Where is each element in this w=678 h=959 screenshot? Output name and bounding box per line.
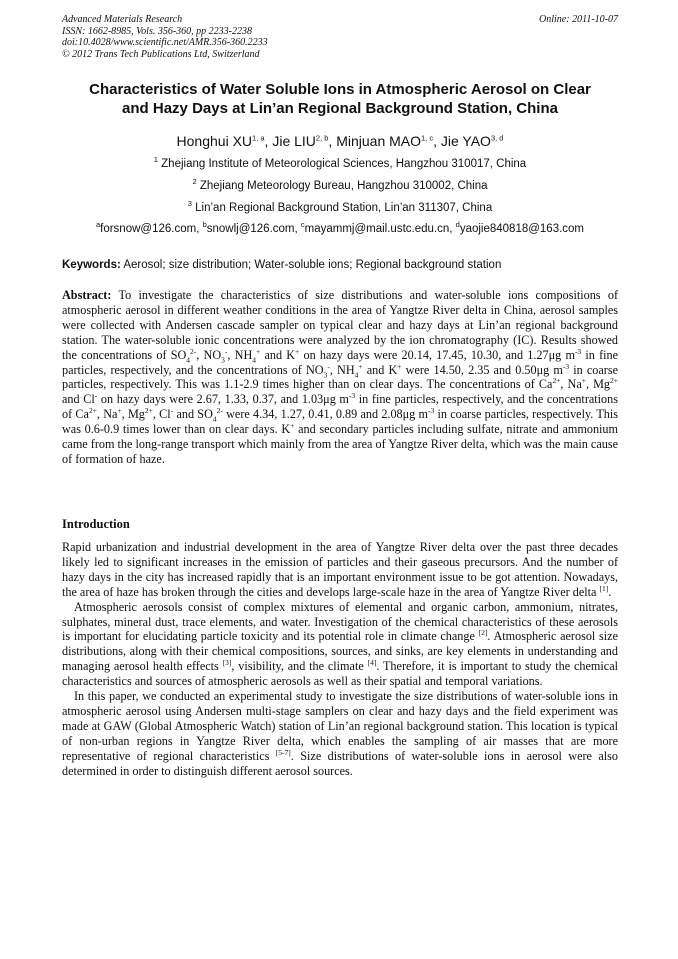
citation-ref[interactable]: [4] xyxy=(367,658,377,668)
paper-title xyxy=(62,80,618,118)
author-name: Minjuan MAO xyxy=(336,133,422,149)
email-list: $^a$forsnow@126.com, $^b$snowlj@126.com, $^c$mayammj@mail.ustc.edu.cn, $^d$yaojie840818@163.com xyxy=(95,220,585,235)
email-address[interactable]: snowlj@126.com xyxy=(206,223,295,235)
affiliation-2 xyxy=(62,179,618,193)
abstract-paragraph: Abstract: To investigate the characteristics of size distributions and water-soluble ions compositions of atmospheric aerosol in different weather conditions in the area of Yangtze River delta in China, aerosol samples were collected with Andersen cascade sampler on typical clear and hazy days at Lin’an regional background station. The water-soluble ionic concentrations were analyzed by the ion chromatography (IC). Results showed the concentrations of $SO_4^{2-}$, $NO_3^-$, $NH_4^+$ and K+ on hazy days were 20.14, 17.45, 10.30, and 1.27μg $m^{-3}$ in fine particles, respectively, and the concentrations of $NO_3^-$, $NH_4^+$ and K+ were 14.50, 2.35 and 0.50μg $m^{-3}$ in coarse particles, respectively. This was 1.1-2.9 times higher than on clear days. The concentrations of $Ca^{2+}$, Na+, $Mg^{2+}$ and Cl- on hazy days were 2.67, 1.33, 0.37, and 1.03μg $m^{-3}$ in fine particles, respectively, and the concentrations of $Ca^{2+}$, Na+, $Mg^{2+}$, Cl- and $SO_4^{2-}$ were 4.34, 1.27, 0.41, 0.89 and 2.08μg $m^{-3}$ in coarse particles, respectively. This was 0.6-0.9 times lower than on clear days. K+ and secondary particles including sulfate, nitrate and ammonium came from the long-range transport which mainly from the area of Yangtze River delta, which was the main cause of formation of haze. xyxy=(62,288,619,466)
citation-ref[interactable]: [5-7] xyxy=(275,747,291,757)
introduction-body xyxy=(62,540,618,779)
introduction-heading: Introduction xyxy=(62,517,130,531)
author-name: Jie YAO xyxy=(440,133,491,149)
author-name: Honghui XU xyxy=(176,133,253,149)
keywords-text: Aerosol; size distribution; Water-soluble ions; Regional background station xyxy=(120,259,502,271)
abstract-label: Abstract: xyxy=(62,288,112,302)
affiliation-1 xyxy=(62,157,618,171)
citation-ref[interactable]: [3] xyxy=(222,658,232,668)
author-sup: 3, d xyxy=(490,133,504,143)
email-address[interactable]: mayammj@mail.ustc.edu.cn xyxy=(304,223,450,235)
author-sup: 1, a xyxy=(252,133,265,143)
affiliation-num: 1 xyxy=(153,155,158,165)
email-address[interactable]: yaojie840818@163.com xyxy=(459,223,585,235)
citation-ref[interactable]: [2] xyxy=(478,628,488,638)
affiliation-3 xyxy=(62,201,618,215)
email-sup: a xyxy=(95,220,101,230)
affiliation-num: 3 xyxy=(187,199,192,209)
journal-header xyxy=(62,14,618,60)
journal-name: Advanced Materials Research xyxy=(62,14,183,25)
author-sup: 2, b xyxy=(315,133,329,143)
copyright-line: © 2012 Trans Tech Publications Ltd, Switzerland xyxy=(62,48,260,60)
keywords xyxy=(62,258,618,272)
abstract xyxy=(62,288,618,467)
email-address[interactable]: forsnow@126.com xyxy=(100,223,197,235)
author-sup: 1, c xyxy=(421,133,434,143)
affiliation-text: Lin’an Regional Background Station, Lin’an 311307, China xyxy=(195,202,493,214)
title-line-2: and Hazy Days at Lin’an Regional Background Station, China xyxy=(122,100,558,117)
affiliation-num: 2 xyxy=(192,177,197,187)
doi-line: doi:10.4028/www.scientific.net/AMR.356-360.2233 xyxy=(62,37,268,48)
email-sup: d xyxy=(455,220,460,230)
online-date: Online: 2011-10-07 xyxy=(539,14,618,25)
intro-paragraph-1: Rapid urbanization and industrial development in the area of Yangtze River delta over the past three decades likely led to significant increases in the emission of particles and their gaseous precursors. And the number of hazy days in the city has increased rapidly that is an important environment issue to be got attention. Nowadays, the area of haze has broken through the cities and develops large-scale haze in the area of Yangtze River delta [1]. xyxy=(62,540,618,599)
citation-ref[interactable]: [1] xyxy=(599,583,609,593)
keywords-label: Keywords: xyxy=(62,259,121,271)
intro-paragraph-2: Atmospheric aerosols consist of complex mixtures of elemental and organic carbon, ammonium, nitrates, sulphates, mineral dust, trace elements, and water. Investigation of the chemical characteristics of these aerosols is important for elucidating particle toxicity and its potential role in climate change [2]. Atmospheric aerosol size distributions, along with their chemical compositions, sources, and sinks, are key elements in understanding and managing aerosol health effects [3], visibility, and the climate [4]. Therefore, it is important to study the chemical characteristics and sources of atmospheric aerosols as well as their spatial and temporal variations. xyxy=(62,599,618,689)
affiliation-text: Zhejiang Meteorology Bureau, Hangzhou 310002, China xyxy=(199,180,488,192)
email-sup: c xyxy=(300,220,305,230)
affiliation-text: Zhejiang Institute of Meteorological Sciences, Hangzhou 310017, China xyxy=(161,158,527,170)
title-line-1: Characteristics of Water Soluble Ions in Atmospheric Aerosol on Clear xyxy=(89,81,591,98)
author-list: Honghui XU$^{1, a}$, Jie LIU$^{2, b}$, Minjuan MAO$^{1, c}$, Jie YAO$^{3, d}$ xyxy=(176,133,504,149)
author-name: Jie LIU xyxy=(272,133,316,149)
email-sup: b xyxy=(202,220,207,230)
intro-paragraph-3: In this paper, we conducted an experimental study to investigate the size distributions of water-soluble ions in atmospheric aerosol using Andersen multi-stage samplers on clear and hazy days and the field experiment was made at GAW (Global Atmospheric Watch) station of Lin’an regional background station. This location is typical of non-urban regions in Yangtze River delta, which enables the sampling of air masses that are more representative of regional characteristics [5-7]. Size distributions of water-soluble ions in aerosol were also determined in order to distinguish different aerosol sources. xyxy=(62,689,618,778)
issn-line: ISSN: 1662-8985, Vols. 356-360, pp 2233-2238 xyxy=(62,25,252,37)
